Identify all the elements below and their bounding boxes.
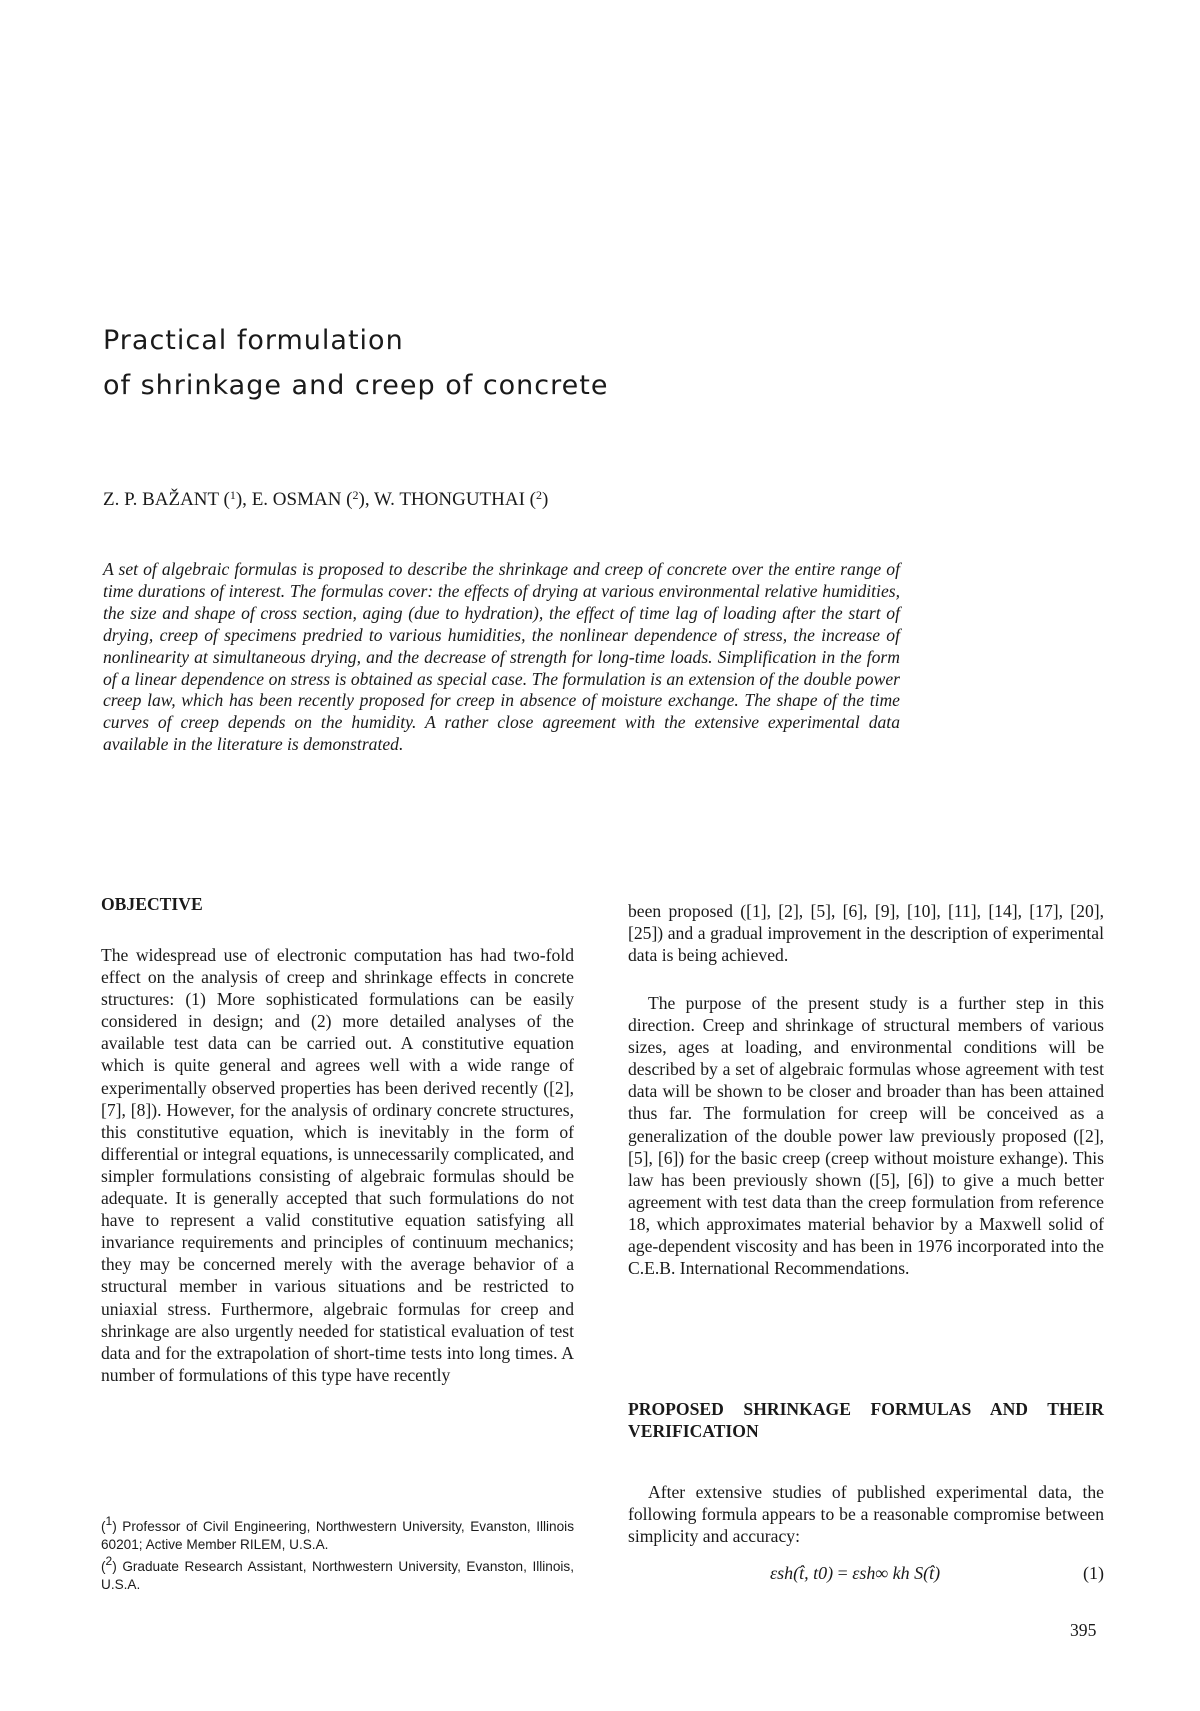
equation-lhs: εsh(t̂, t0) xyxy=(770,1563,834,1583)
footnote-1: ($^1$) Professor of Civil Engineering, Northwestern University, Evanston, Illinois 60201; Active Member RILEM, U.S.A. xyxy=(101,1514,574,1552)
author-1: Z. P. BAŽANT xyxy=(103,489,219,510)
objective-paragraph-2 xyxy=(628,992,1104,1279)
title-line-1: Practical formulation xyxy=(103,325,404,356)
author-3-note: 2 xyxy=(536,488,542,502)
author-3: W. THONGUTHAI xyxy=(373,489,525,510)
proposed-paragraph-1-text: After extensive studies of published experimental data, the following formula appears to be a reasonable compromise between simplicity and accuracy: xyxy=(628,1482,1104,1547)
equation-equals: = xyxy=(837,1563,848,1583)
equation-rhs: εsh∞ kh S(t̂) xyxy=(852,1563,941,1583)
proposed-paragraph-1 xyxy=(628,1481,1104,1547)
equation-expression xyxy=(770,1563,940,1584)
objective-text: The widespread use of electronic computation has had two-fold effect on the analysis of creep and shrinkage effects in concrete structures: (1) More sophisticated formulations can be easily considered in design; and (2) more detailed analyses of the available test data can be carried out. A constitutive equation which is quite general and agrees well with a wide range of experimentally observed properties has been derived recently ([2], [7], [8]). However, for the analysis of ordinary concrete structures, this constitutive equation, which is inevitably in the form of differential or integral equations, is unnecessarily complicated, and simpler formulations consisting of algebraic formulas should be adequate. It is generally accepted that such formulations do not have to represent a valid constitutive equation satisfying all invariance requirements and principles of continuum mechanics; they may be concerned merely with the average behavior of a structural member in various situations and be restricted to uniaxial stress. Furthermore, algebraic formulas for creep and shrinkage are also urgently needed for statistical evaluation of test data and for the extrapolation of short-time tests into long times. A number of formulations of this type have recently xyxy=(101,945,574,1385)
title-line-2: of shrinkage and creep of concrete xyxy=(103,370,609,401)
author-2: E. OSMAN xyxy=(251,489,342,510)
objective-heading: OBJECTIVE xyxy=(101,894,203,914)
page-number: 395 xyxy=(1070,1620,1097,1640)
objective-paragraph-1 xyxy=(101,944,574,1386)
footnote-1-mark: 1 xyxy=(105,1514,113,1528)
objective-paragraph-1-continued xyxy=(628,900,1104,966)
footnote-2-text: Graduate Research Assistant, Northwestern University, Evanston, Illinois, U.S.A. xyxy=(101,1559,574,1592)
author-2-note: 2 xyxy=(352,488,359,502)
equation-1 xyxy=(660,1563,1104,1589)
objective-continued-text: been proposed ([1], [2], [5], [6], [9], [10], [11], [14], [17], [20], [25]) and a gradual improvement in the description of experimental data is being achieved. xyxy=(628,901,1104,966)
equation-number: (1) xyxy=(1083,1563,1104,1583)
footnote-2-mark: 2 xyxy=(105,1554,113,1568)
objective-paragraph-2-text: The purpose of the present study is a further step in this direction. Creep and shrinkage of structural members of various sizes, ages at loading, and environmental conditions will be described by a set of algebraic formulas whose agreement with test data will be shown to be closer and broader than has been attained thus far. The formulation for creep will be conceived as a generalization of the double power law previously proposed ([2], [5], [6]) for the basic creep (creep without moisture exhange). This law has been previously shown ([5], [6]) to give a much better agreement with test data than the creep formulation from reference 18, which approximates material behavior by a Maxwell solid of age-dependent viscosity and has been in 1976 incorporated into the C.E.B. International Recommendations. xyxy=(628,993,1104,1279)
author-list: Z. P. BAŽANT ($^1$), E. OSMAN ($^2$), W. THONGUTHAI ($^2$) xyxy=(103,488,549,510)
footnote-2: ($^2$) Graduate Research Assistant, Northwestern University, Evanston, Illinois, U.S.A. xyxy=(101,1554,574,1592)
paper-title xyxy=(103,318,863,408)
author-1-note: 1 xyxy=(229,488,236,502)
proposed-shrinkage-heading: PROPOSED SHRINKAGE FORMULAS AND THEIR VERIFICATION xyxy=(628,1399,1104,1441)
footnote-1-text: Professor of Civil Engineering, Northwestern University, Evanston, Illinois 60201; Active Member RILEM, U.S.A. xyxy=(101,1519,574,1552)
abstract: A set of algebraic formulas is proposed to describe the shrinkage and creep of concrete over the entire range of time durations of interest. The formulas cover: the effects of drying at various environmental relative humidities, the size and shape of cross section, aging (due to hydration), the effect of time lag of loading after the start of drying, creep of specimens predried to various humidities, the nonlinear dependence of stress, the increase of nonlinearity at simultaneous drying, and the decrease of strength for long-time loads. Simplification in the form of a linear dependence on stress is obtained as special case. The formulation is an extension of the double power creep law, which has been recently proposed for creep in absence of moisture exchange. The shape of the time curves of creep depends on the humidity. A rather close agreement with the extensive experimental data available in the literature is demonstrated. xyxy=(103,559,900,755)
